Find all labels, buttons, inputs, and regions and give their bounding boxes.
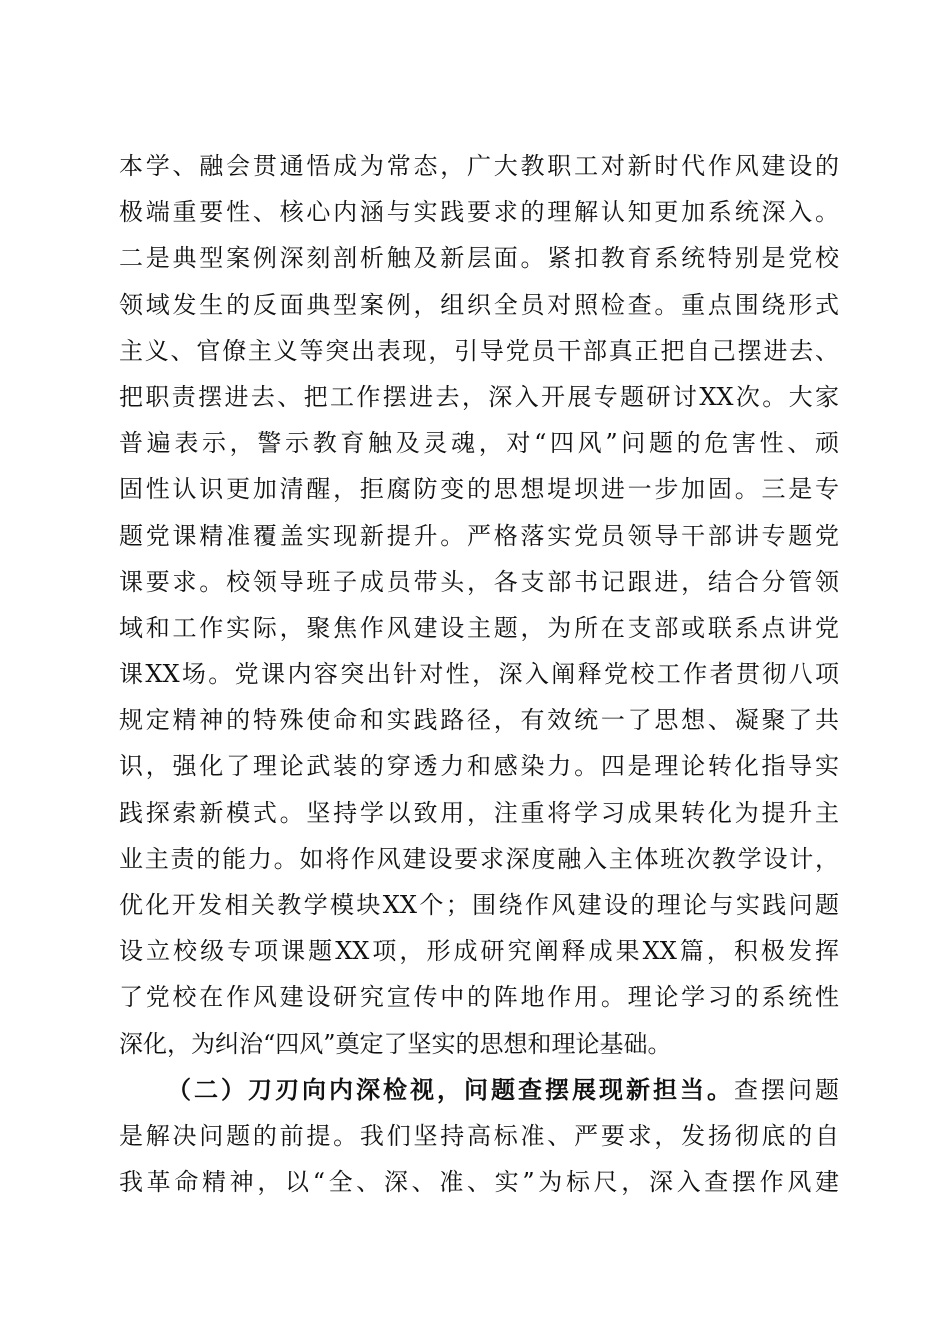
text-line: 领域发生的反面典型案例，组织全员对照检查。重点围绕形式 — [119, 290, 839, 319]
text-line: 是解决问题的前提。我们坚持高标准、严要求，发扬彻底的自 — [119, 1121, 839, 1150]
text-line: 规定精神的特殊使命和实践路径，有效统一了思想、凝聚了共 — [119, 706, 839, 735]
text-line: 课XX场。党课内容突出针对性，深入阐释党校工作者贯彻八项 — [119, 660, 839, 689]
text-line: 践探索新模式。坚持学以致用，注重将学习成果转化为提升主 — [119, 798, 839, 827]
text-line: 把职责摆进去、把工作摆进去，深入开展专题研讨XX次。大家 — [119, 382, 839, 411]
section-first-line — [119, 1067, 839, 1113]
text-line: 固性认识更加清醒，拒腐防变的思想堤坝进一步加固。三是专 — [119, 475, 839, 504]
text-line: 域和工作实际，聚焦作风建设主题，为所在支部或联系点讲党 — [119, 613, 839, 642]
section-heading: （二）刀刃向内深检视，问题查摆展现新担当。 — [167, 1074, 734, 1104]
text-line: 极端重要性、核心内涵与实践要求的理解认知更加系统深入。 — [119, 198, 839, 227]
text-line: 识，强化了理论武装的穿透力和感染力。四是理论转化指导实 — [119, 752, 839, 781]
text-line: 二是典型案例深刻剖析触及新层面。紧扣教育系统特别是党校 — [119, 244, 839, 273]
section-line-rest: 查摆问题 — [734, 1075, 839, 1104]
text-line: 题党课精准覆盖实现新提升。严格落实党员领导干部讲专题党 — [119, 521, 839, 550]
document-body — [119, 143, 839, 1205]
text-line: 深化，为纠治“四风”奠定了坚实的思想和理论基础。 — [119, 1029, 672, 1058]
text-line: 设立校级专项课题XX项，形成研究阐释成果XX篇，积极发挥 — [119, 937, 839, 966]
text-line: 业主责的能力。如将作风建设要求深度融入主体班次教学设计， — [119, 844, 839, 873]
text-line: 我革命精神，以“全、深、准、实”为标尺，深入查摆作风建 — [119, 1168, 839, 1197]
text-line: 主义、官僚主义等突出表现，引导党员干部真正把自己摆进去、 — [119, 336, 839, 365]
text-line: 普遍表示，警示教育触及灵魂，对“四风”问题的危害性、顽 — [119, 429, 839, 458]
text-line: 优化开发相关教学模块XX个；围绕作风建设的理论与实践问题 — [119, 891, 839, 919]
text-line: 本学、融会贯通悟成为常态，广大教职工对新时代作风建设的 — [119, 152, 839, 180]
text-line: 了党校在作风建设研究宣传中的阵地作用。理论学习的系统性 — [119, 983, 839, 1012]
text-line: 课要求。校领导班子成员带头，各支部书记跟进，结合分管领 — [119, 567, 839, 596]
